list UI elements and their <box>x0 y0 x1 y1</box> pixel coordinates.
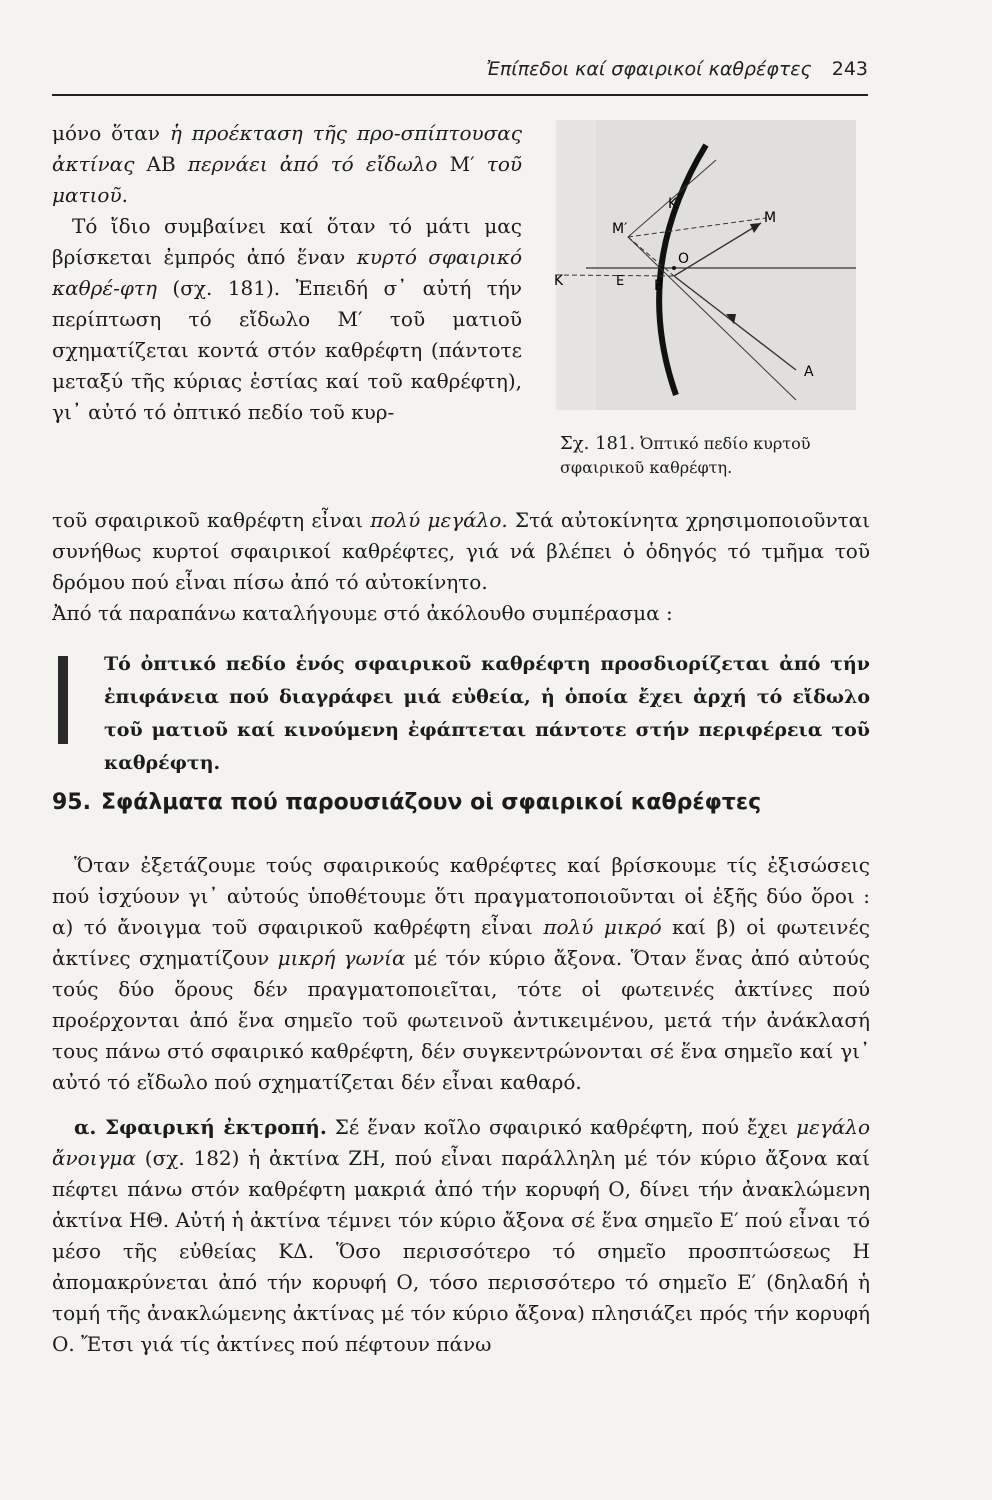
label-B: B <box>654 278 664 294</box>
label-E: E <box>616 274 625 289</box>
running-title: Ἐπίπεδοι καί σφαιρικοί καθρέφτες <box>486 58 812 80</box>
caption-text: Ὀπτικό πεδίο κυρτοῦ σφαιρικοῦ καθρέφτη. <box>560 434 811 477</box>
intro-text: Τό ἴδιο συμβαίνει καί ὅταν τό μάτι μας βρίσκεται ἐμπρός ἀπό ἕναν <box>52 214 522 269</box>
label-K-top: K <box>668 196 678 212</box>
label-A: A <box>804 364 814 380</box>
intro-emph: τοῦ ματιοῦ. <box>52 152 523 207</box>
intro-paragraph-2 <box>52 211 522 428</box>
section-paragraph-1 <box>52 850 870 1098</box>
intro-paragraph-1 <box>52 118 522 211</box>
section-heading <box>52 790 870 815</box>
body-emph: μεγάλο ἄνοιγμα <box>52 1115 870 1170</box>
conclusion-text: Τό ὀπτικό πεδίο ἑνός σφαιρικοῦ καθρέφτη προσδιορίζεται ἀπό τήν ἐπιφάνεια πού διαγράφει μιά εὐθεία, ἡ ὁποία ἔχει ἀρχή τό εἴδωλο τοῦ ματιοῦ καί κινούμενη ἐφάπτεται πάντοτε στήν περιφέρεια τοῦ καθρέφτη. <box>104 653 870 774</box>
figure-181 <box>556 120 856 410</box>
conclusion-box <box>52 648 870 780</box>
page-number: 243 <box>831 58 868 80</box>
body-emph: μικρή γωνία <box>277 946 406 970</box>
figure-background <box>596 120 856 410</box>
body-text: Ὅταν ἐξετάζουμε τούς σφαιρικούς καθρέφτες καί βρίσκουμε τίς ἐξισώσεις πού ἰσχύουν γι᾽ αὐτούς ὑποθέτουμε ὅτι πραγματοποιοῦνται οἱ ἑξῆς δύο ὅροι : α) τό ἄνοιγμα τοῦ σφαιρικοῦ καθρέφτη εἶναι <box>52 853 870 939</box>
intro-emph: ἡ προέκταση τῆς προ-σπίπτουσας ἀκτίνας <box>52 121 522 176</box>
body-text: Σέ ἕναν κοῖλο σφαιρικό καθρέφτη, πού ἔχει <box>326 1115 797 1139</box>
body-emph: πολύ μεγάλο. <box>370 508 508 532</box>
section-title: Σφάλματα πού παρουσιάζουν οἱ σφαιρικοί καθρέφτες <box>100 790 762 815</box>
intro-column <box>52 118 522 428</box>
body-text: τοῦ σφαιρικοῦ καθρέφτη εἶναι <box>52 508 371 532</box>
intro-text: Μ′ <box>437 152 487 176</box>
subsection-label: α. Σφαιρική ἐκτροπή. <box>74 1115 327 1139</box>
intro-emph: περνάει ἀπό τό εἴδωλο <box>187 152 438 176</box>
continuation-block <box>52 505 870 629</box>
intro-text: (σχ. 181). Ἐπειδή σ᾽ αὐτή τήν περίπτωση τό εἴδωλο Μ′ τοῦ ματιοῦ σχηματίζεται κοντά στόν καθρέφτη (πάντοτε μεταξύ τῆς κύριας ἑστίας καί τοῦ καθρέφτη), γι᾽ αὐτό τό ὀπτικό πεδίο τοῦ κυρ- <box>52 276 522 424</box>
section-body <box>52 850 870 1360</box>
caption-number: Σχ. 181. <box>560 433 636 454</box>
label-K-left: K <box>554 273 564 289</box>
vertex-point <box>672 266 676 270</box>
continuation-paragraph <box>52 505 870 598</box>
running-header <box>52 58 868 80</box>
intro-emph: κυρτό σφαιρικό καθρέ-φτη <box>52 245 522 300</box>
figure-caption <box>560 432 870 480</box>
header-rule <box>52 94 868 96</box>
section-number: 95. <box>52 790 91 815</box>
body-text: (σχ. 182) ἡ ἀκτίνα ΖΗ, πού εἶναι παράλληλη μέ τόν κύριο ἄξονα καί πέφτει πάνω στόν καθρέφτη μακριά ἀπό τήν κορυφή Ο, δίνει τήν ἀνακλώμενη ἀκτίνα ΗΘ. Αὐτή ἡ ἀκτίνα τέμνει τόν κύριο ἄξονα σέ ἕνα σημεῖο Ε′ πού εἶναι τό μέσο τῆς εὐθείας ΚΔ. Ὅσο περισσότερο τό σημεῖο προσπτώσεως Η ἀπομακρύνεται ἀπό τήν κορυφή Ο, τόσο περισσότερο τό σημεῖο Ε′ (δηλαδή ἡ τομή τῆς ἀνακλώμενης ἀκτίνας μέ τόν κύριο ἄξονα) πλησιάζει πρός τήν κορυφή Ο. Ἔτσι γιά τίς ἀκτίνες πού πέφτουν πάνω <box>52 1146 870 1356</box>
body-text: μέ τόν κύριο ἄξονα. Ὅταν ἕνας ἀπό αὐτούς τούς δύο ὅρους δέν πραγματοποιεῖται, τότε οἱ φωτεινές ἀκτίνες πού προέρχονται ἀπό ἕνα σημεῖο τοῦ φωτεινοῦ ἀντικειμένου, μετά τήν ἀνάκλασή τους πάνω στό σφαιρικό καθρέφτη, δέν συγκεντρώνονται σέ ἕνα σημεῖο καί γι᾽ αὐτό τό εἴδωλο πού σχηματίζεται δέν εἶναι καθαρό. <box>52 946 870 1094</box>
section-paragraph-2 <box>52 1112 870 1360</box>
body-text: Στά αὐτοκίνητα χρησιμοποιοῦνται συνήθως κυρτοί σφαιρικοί καθρέφτες, γιά νά βλέπει ὁ ὁδηγός τό τμῆμα τοῦ δρόμου πού εἶναι πίσω ἀπό τό αὐτοκίνητο. <box>52 508 871 594</box>
intro-text: ΑΒ <box>134 152 188 176</box>
conclusion-marker-bar <box>58 656 68 744</box>
conclusion-lead: Ἀπό τά παραπάνω καταλήγουμε στό ἀκόλουθο συμπέρασμα : <box>52 601 673 625</box>
body-emph: πολύ μικρό <box>543 915 662 939</box>
intro-text: μόνο ὅταν <box>52 121 170 145</box>
label-M-prime: M′ <box>612 221 628 237</box>
label-O: O <box>678 251 690 267</box>
label-M: M <box>764 210 777 226</box>
convex-mirror-diagram <box>556 120 856 410</box>
body-text: καί β) οἱ φωτεινές ἀκτίνες σχηματίζουν <box>52 915 870 970</box>
